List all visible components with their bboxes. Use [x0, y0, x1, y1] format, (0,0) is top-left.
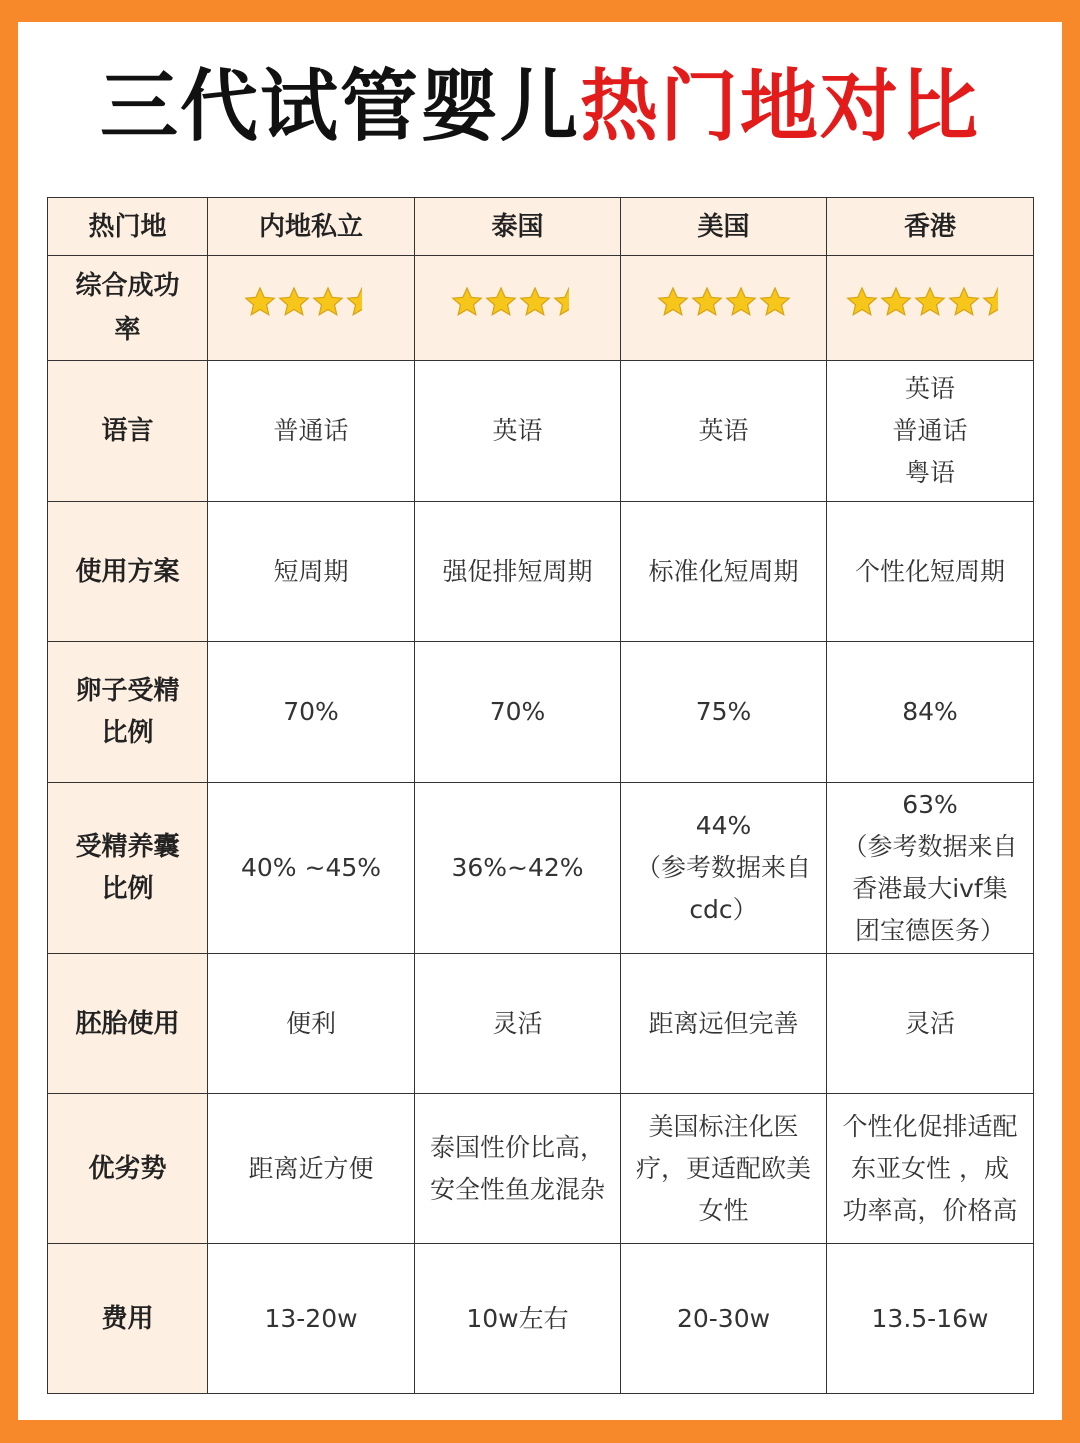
cell-line: cdc） — [689, 895, 758, 924]
success-rate-row — [48, 256, 1034, 361]
cell-line: 70% — [283, 697, 339, 726]
cell-line: 疗，更适配欧美 — [635, 1153, 811, 1183]
header-cell-usa: 美国 — [621, 198, 827, 256]
star-rating-cell — [621, 256, 827, 361]
table-cell — [621, 1094, 827, 1244]
row-label-line: 比例 — [101, 874, 154, 904]
cell-line: 普通话 — [273, 416, 349, 445]
star-icon — [725, 286, 757, 318]
table-cell — [415, 361, 621, 502]
table-row-language — [48, 361, 1034, 502]
cell-line: 灵活 — [904, 1008, 955, 1038]
table-cell — [415, 783, 621, 954]
star-icon — [691, 286, 723, 318]
row-label — [48, 1244, 208, 1394]
table-row-fertilization — [48, 642, 1034, 783]
title-part-red: 热门地对比 — [580, 62, 981, 152]
comparison-table — [47, 197, 1034, 1394]
row-label — [48, 783, 208, 954]
cell-line: 距离近方便 — [248, 1153, 374, 1183]
star-icon — [846, 286, 878, 318]
header-cell-thailand: 泰国 — [415, 198, 621, 256]
cell-line: 84% — [902, 697, 958, 726]
table-cell — [827, 361, 1034, 502]
star-rating — [451, 286, 585, 318]
row-label-line: 优劣势 — [88, 1153, 167, 1184]
infographic-card — [18, 22, 1062, 1420]
table-row-cost — [48, 1244, 1034, 1394]
table-row-protocol — [48, 502, 1034, 642]
cell-line: 美国标注化医 — [648, 1111, 799, 1141]
cell-line: 距离远但完善 — [648, 1008, 799, 1038]
table-cell — [415, 502, 621, 642]
table-cell — [208, 783, 415, 954]
star-rating-cell — [827, 256, 1034, 361]
row-label — [48, 642, 208, 783]
cell-line: 70% — [489, 697, 546, 726]
table-cell — [827, 502, 1034, 642]
star-icon — [914, 286, 946, 318]
table-cell — [208, 954, 415, 1094]
cell-line: 香港最大ivf集 — [852, 874, 1008, 903]
row-label — [48, 1094, 208, 1244]
cell-line: 20-30w — [676, 1303, 771, 1333]
table-cell — [827, 954, 1034, 1094]
row-label — [48, 361, 208, 502]
cell-line: 东亚女性 ，成 — [851, 1153, 1009, 1183]
table-row-pros-cons — [48, 1094, 1034, 1244]
table-cell — [827, 783, 1034, 954]
table-cell — [208, 502, 415, 642]
cell-line: 泰国性价比高， — [429, 1132, 605, 1162]
row-label-text: 综合成功率 — [75, 271, 180, 345]
cell-line: 75% — [695, 697, 752, 726]
table-cell — [827, 642, 1034, 783]
header-cell-mainland: 内地私立 — [208, 198, 415, 256]
half-star-icon — [982, 286, 1014, 318]
table-cell — [415, 1244, 621, 1394]
star-rating — [657, 286, 791, 318]
cell-line: 44% — [695, 811, 752, 840]
header-cell-hongkong: 香港 — [827, 198, 1034, 256]
half-star-icon — [553, 286, 585, 318]
star-icon — [657, 286, 689, 318]
cell-line: 灵活 — [492, 1008, 543, 1038]
cell-line: 便利 — [285, 1008, 336, 1038]
star-icon — [948, 286, 980, 318]
star-rating-cell — [208, 256, 415, 361]
title-part-black: 三代试管婴儿 — [99, 62, 580, 152]
cell-line: 13.5-16w — [871, 1303, 989, 1333]
star-icon — [278, 286, 310, 318]
row-label-success — [48, 256, 208, 361]
cell-line: 短周期 — [273, 556, 349, 586]
star-icon — [519, 286, 551, 318]
cell-line: 13-20w — [264, 1303, 358, 1333]
cell-line: 36%~42% — [451, 853, 584, 882]
table-cell — [208, 361, 415, 502]
cell-line: 强促排短周期 — [442, 556, 593, 586]
table-cell — [621, 361, 827, 502]
table-cell — [621, 502, 827, 642]
star-icon — [312, 286, 344, 318]
cell-line: （参考数据来自 — [842, 832, 1018, 861]
page-title — [18, 62, 1062, 152]
header-cell-label: 热门地 — [48, 198, 208, 256]
cell-line: 功率高，价格高 — [842, 1195, 1018, 1225]
star-icon — [451, 286, 483, 318]
row-label-line: 卵子受精 — [75, 676, 180, 706]
row-label-line: 语言 — [101, 416, 154, 446]
cell-line: 个性化促排适配 — [842, 1111, 1018, 1141]
table-cell — [621, 783, 827, 954]
table-cell — [415, 642, 621, 783]
table-cell — [827, 1094, 1034, 1244]
row-label-line: 使用方案 — [75, 556, 180, 587]
cell-line: 63% — [902, 790, 958, 819]
table-cell — [621, 1244, 827, 1394]
table-cell — [621, 642, 827, 783]
cell-line: 安全性鱼龙混杂 — [429, 1174, 605, 1204]
table-cell — [208, 1094, 415, 1244]
cell-line: （参考数据来自 — [635, 853, 811, 882]
cell-line: 40% ~45% — [240, 853, 382, 882]
table-cell — [415, 1094, 621, 1244]
cell-line: 普通话 — [892, 416, 968, 445]
star-rating — [244, 286, 378, 318]
cell-line: 女性 — [698, 1195, 749, 1225]
row-label-line: 受精养囊 — [75, 832, 180, 862]
row-label-line: 费用 — [101, 1303, 154, 1334]
table-header-row — [48, 198, 1034, 256]
star-icon — [485, 286, 517, 318]
table-row-embryo-use — [48, 954, 1034, 1094]
cell-line: 英语 — [698, 416, 749, 445]
star-icon — [759, 286, 791, 318]
table-row-blastocyst — [48, 783, 1034, 954]
row-label — [48, 954, 208, 1094]
table-cell — [621, 954, 827, 1094]
cell-line: 英语 — [492, 416, 543, 445]
star-rating — [846, 286, 1014, 318]
row-label-line: 比例 — [101, 718, 154, 748]
cell-line: 10w左右 — [466, 1303, 569, 1333]
star-icon — [244, 286, 276, 318]
row-label — [48, 502, 208, 642]
cell-line: 个性化短周期 — [854, 556, 1005, 586]
star-rating-cell — [415, 256, 621, 361]
table-cell — [208, 1244, 415, 1394]
row-label-line: 胚胎使用 — [75, 1008, 180, 1039]
cell-line: 标准化短周期 — [648, 556, 799, 586]
half-star-icon — [346, 286, 378, 318]
table-cell — [208, 642, 415, 783]
star-icon — [880, 286, 912, 318]
table-cell — [827, 1244, 1034, 1394]
cell-line: 英语 — [904, 374, 955, 403]
table-cell — [415, 954, 621, 1094]
cell-line: 粤语 — [904, 458, 955, 487]
cell-line: 团宝德医务） — [854, 916, 1005, 945]
